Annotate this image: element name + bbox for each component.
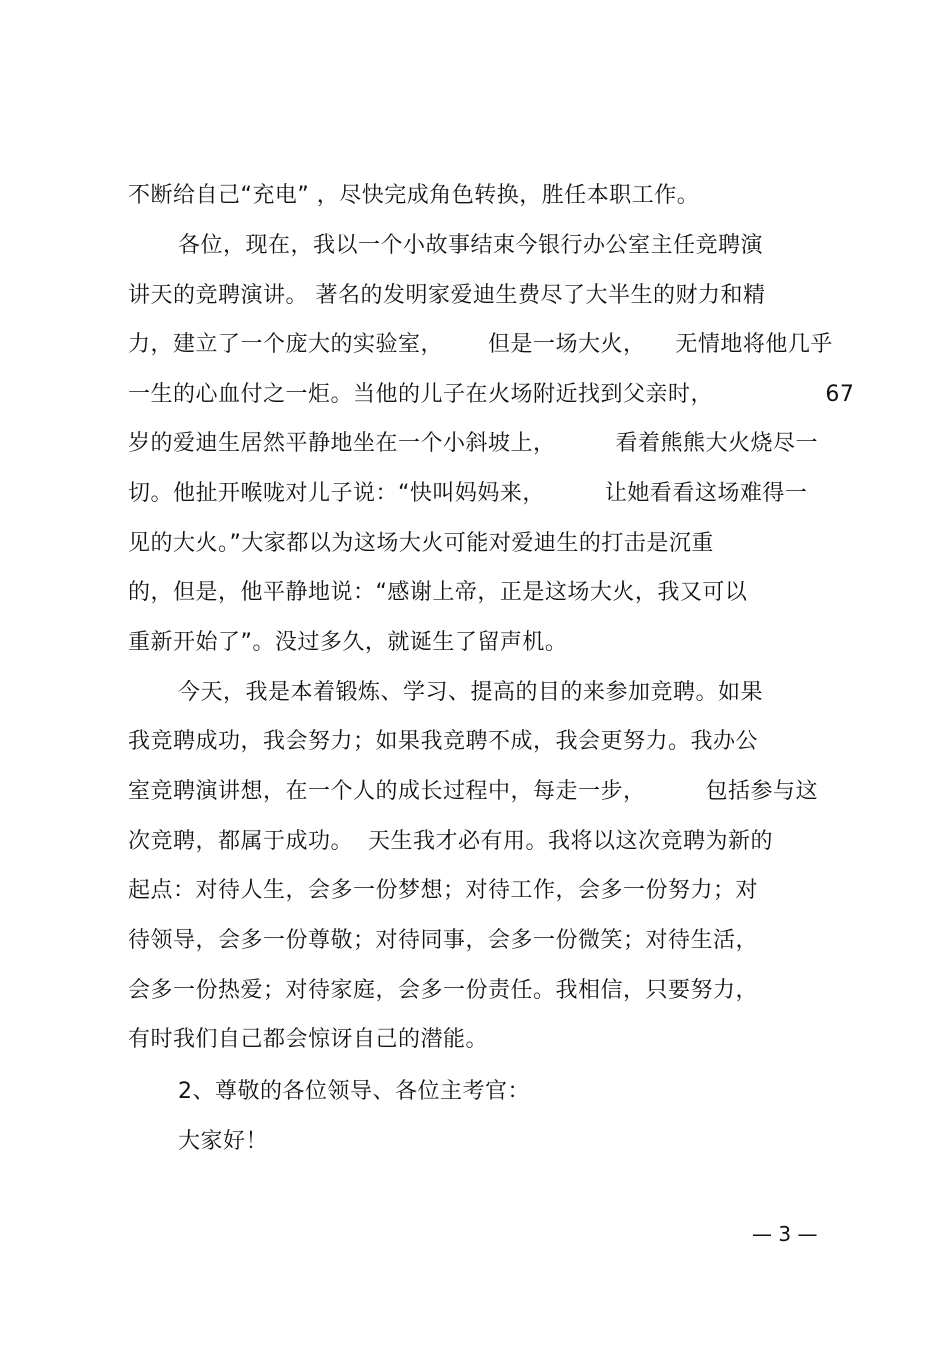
text-line: 切。他扯开喉咙对儿子说：“快叫妈妈来， 让她看看这场难得一	[128, 481, 808, 506]
text-line: 讲天的竞聘演讲。 著名的发明家爱迪生费尽了大半生的财力和精	[128, 283, 766, 308]
page-number: — 3 —	[752, 1222, 818, 1246]
text-line: 室竞聘演讲想，在一个人的成长过程中，每走一步， 包括参与这	[128, 779, 818, 804]
text-line: 2、尊敬的各位领导、各位主考官：	[178, 1079, 530, 1104]
text-line: 力，建立了一个庞大的实验室， 但是一场大火， 无情地将他几乎	[128, 332, 833, 357]
text-line: 岁的爱迪生居然平静地坐在一个小斜坡上， 看着熊熊大火烧尽一	[128, 431, 818, 456]
text-line: 重新开始了”。没过多久，就诞生了留声机。	[128, 630, 568, 655]
text-line: 今天，我是本着锻炼、学习、提高的目的来参加竞聘。如果	[178, 680, 764, 705]
text-line: 见的大火。”大家都以为这场大火可能对爱迪生的打击是沉重	[128, 531, 714, 556]
text-line: 各位，现在，我以一个小故事结束今银行办公室主任竞聘演	[178, 233, 764, 258]
text-line: 次竞聘，都属于成功。 天生我才必有用。我将以这次竞聘为新的	[128, 829, 773, 854]
text-line: 我竞聘成功，我会努力；如果我竞聘不成，我会更努力。我办公	[128, 729, 759, 754]
text-line: 不断给自己“充电” ，尽快完成角色转换，胜任本职工作。	[128, 183, 700, 208]
text-line: 有时我们自己都会惊讶自己的潜能。	[128, 1027, 489, 1052]
text-line: 待领导，会多一份尊敬；对待同事，会多一份微笑；对待生活，	[128, 928, 759, 953]
text-line: 的，但是，他平静地说：“感谢上帝，正是这场大火，我又可以	[128, 580, 748, 605]
text-line: 会多一份热爱；对待家庭，会多一份责任。我相信，只要努力，	[128, 978, 759, 1003]
text-line: 一生的心血付之一炬。当他的儿子在火场附近找到父亲时， 67	[128, 382, 855, 407]
text-line: 大家好！	[178, 1129, 269, 1154]
text-line: 起点：对待人生，会多一份梦想；对待工作，会多一份努力；对	[128, 878, 759, 903]
